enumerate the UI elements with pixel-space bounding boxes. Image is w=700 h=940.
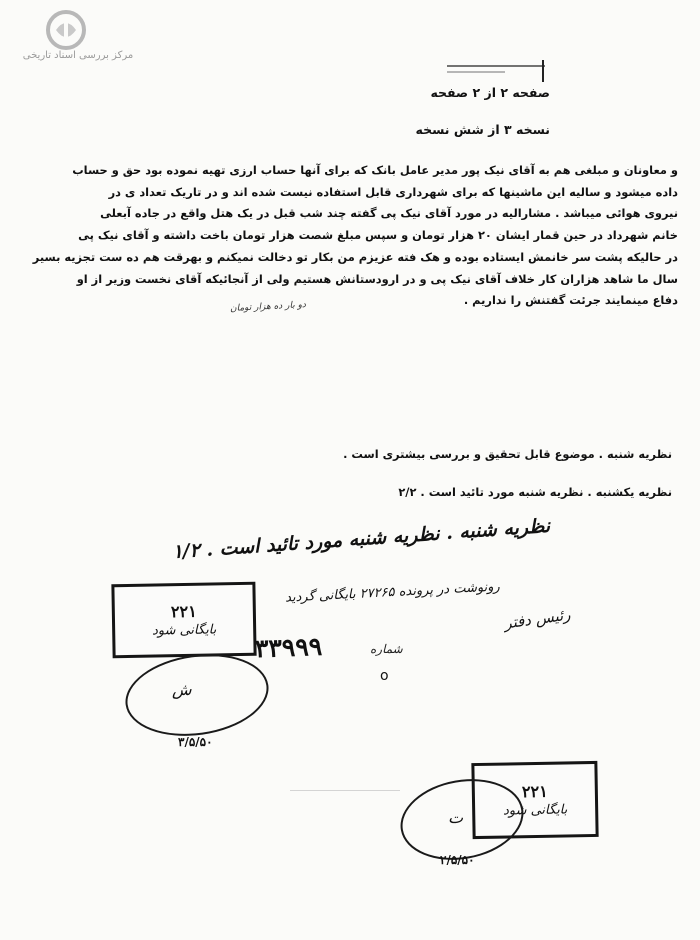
body-line: سال ما شاهد هزاران کار خلاف آقای نیک پی و در ارودستانش هستیم ولی از آنجائیکه آقای نخست وزیر از او — [76, 271, 678, 286]
page-number-line: صفحه ۲ از ۲ صفحه — [430, 85, 550, 100]
archive-stamp-number: ۲۲۱ — [521, 781, 548, 802]
registration-number: ۳۳۹۹۹ — [254, 631, 323, 664]
handwritten-margin-note: دو بار ده هزار تومان — [229, 300, 307, 314]
faint-mark — [290, 790, 400, 821]
handwritten-signature: رئیس دفتر — [502, 605, 571, 633]
body-line: در حالیکه پشت سر خانمش ایستاده بوده و هک فته عزیزم من بکار تو دخالت نمیکنم و بهرقت هم ده ست تجزیه بسیر — [32, 249, 678, 264]
date-stamp: ۳/۵/۵۰ — [178, 735, 213, 749]
oval-seal-signature: ت — [448, 808, 464, 827]
watermark — [18, 10, 134, 65]
saturday-opinion: نظریه شنبه . موضوع قابل تحقیق و بررسی بیشتری است . — [343, 447, 672, 461]
top-corner-mark — [445, 58, 555, 88]
archive-stamp-label: بایگانی شود — [151, 622, 217, 639]
stray-mark: o — [380, 668, 389, 684]
body-line: داده میشود و سالیه این ماشینها که برای شهرداری قابل استفاده نیست شده اند و در تاریک تعداد ی در — [108, 184, 678, 199]
archive-logo-icon — [46, 10, 86, 50]
body-line: و معاونان و مبلغی هم به آقای نیک پور مدیر عامل بانک که برای آنها حساب ارزی تهیه نموده بود حق و حساب — [72, 163, 678, 177]
body-line: خانم شهرداد در حین قمار ایشان ۲۰ هزار تومان و سپس مبلغ شصت هزار تومان باخت داشته و آقای نیک پی — [78, 228, 678, 243]
archive-stamp-label: بایگانی شود — [502, 802, 568, 819]
copy-number-line: نسخه ۳ از شش نسخه — [415, 122, 550, 137]
sunday-opinion: نظریه یکشنبه . نظریه شنبه مورد تائید است . ۲/۲ — [398, 485, 672, 499]
body-line: دفاع مینمایند جرئت گفتنش را نداریم . — [463, 293, 678, 308]
date-stamp-second: ۲/۵/۵۰ — [440, 853, 475, 867]
body-line: نیروی هوائی میباشد . مشارالیه در مورد آقای نیک پی گفته چند شب قبل در یک هتل واقع در جاده آبعلی — [100, 206, 678, 221]
oval-seal — [120, 645, 274, 744]
registration-label: شماره — [370, 642, 403, 656]
archive-stamp-number: ۲۲۱ — [170, 601, 197, 622]
handwritten-filing-note: رونوشت در پرونده ۲۷۲۶۵ بایگانی گردید — [284, 579, 501, 606]
archive-stamp — [111, 582, 256, 659]
watermark-text: مرکز بررسی اسناد تاریخی — [22, 50, 134, 61]
handwritten-opinion: نظریه شنبه . نظریه شنبه مورد تائید است . ۱/۲ — [171, 514, 551, 564]
oval-seal-signature: ش — [172, 680, 192, 699]
report-body — [28, 160, 678, 312]
